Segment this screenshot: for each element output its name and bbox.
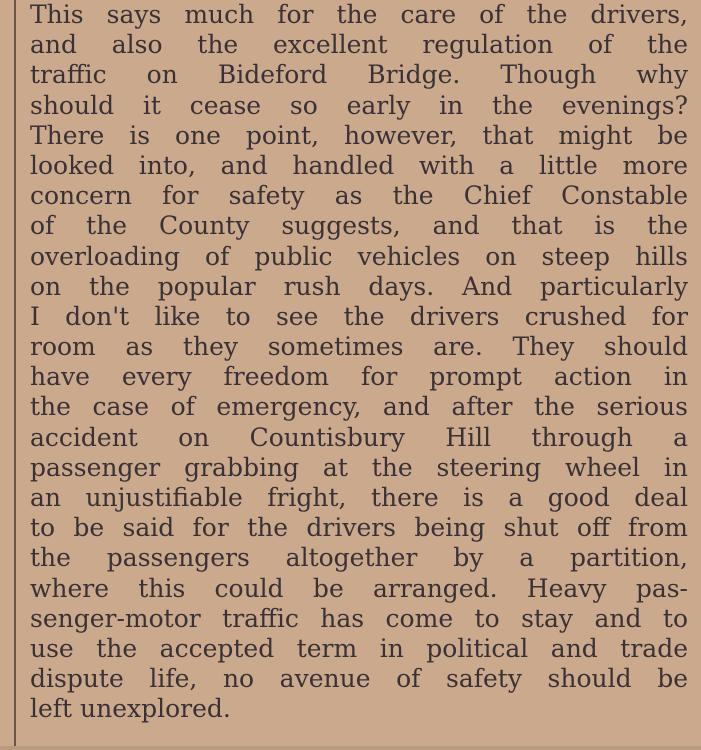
text-line: should it cease so early in the evenings? [30,90,688,120]
text-line: There is one point, however, that might be [30,120,688,150]
text-line: overloading of public vehicles on steep hills [30,241,688,271]
text-line: where this could be arranged. Heavy pas- [30,573,688,603]
text-line: on the popular rush days. And particularly [30,271,688,301]
text-line: have every freedom for prompt action in [30,362,688,392]
text-line: passenger grabbing at the steering wheel in [30,452,688,482]
text-line: an unjustifiable fright, there is a good deal [30,483,688,512]
text-line: senger-motor traffic has come to stay and to [30,603,688,633]
text-line: room as they sometimes are. They should [30,332,688,362]
text-line: the case of emergency, and after the serious [30,392,688,422]
text-line: use the accepted term in political and trade [30,633,688,663]
text-line: I don't like to see the drivers crushed for [30,301,688,331]
article-text [30,0,688,725]
text-line: the passengers altogether by a partition, [30,543,688,573]
text-line: traffic on Bideford Bridge. Though why [30,60,688,90]
text-line: concern for safety as the Chief Constable [30,181,688,211]
text-line: This says much for the care of the drivers, [30,0,688,29]
text-line: of the County suggests, and that is the [30,211,688,241]
page-edge [0,746,701,750]
text-line: to be said for the drivers being shut off from [30,513,688,543]
column-rule [14,0,16,750]
text-line: and also the excellent regulation of the [30,30,688,60]
text-line: left unexplored. [30,694,231,724]
text-line: accident on Countisbury Hill through a [30,422,688,452]
text-line: dispute life, no avenue of safety should be [30,664,688,694]
text-line: looked into, and handled with a little more [30,150,688,180]
